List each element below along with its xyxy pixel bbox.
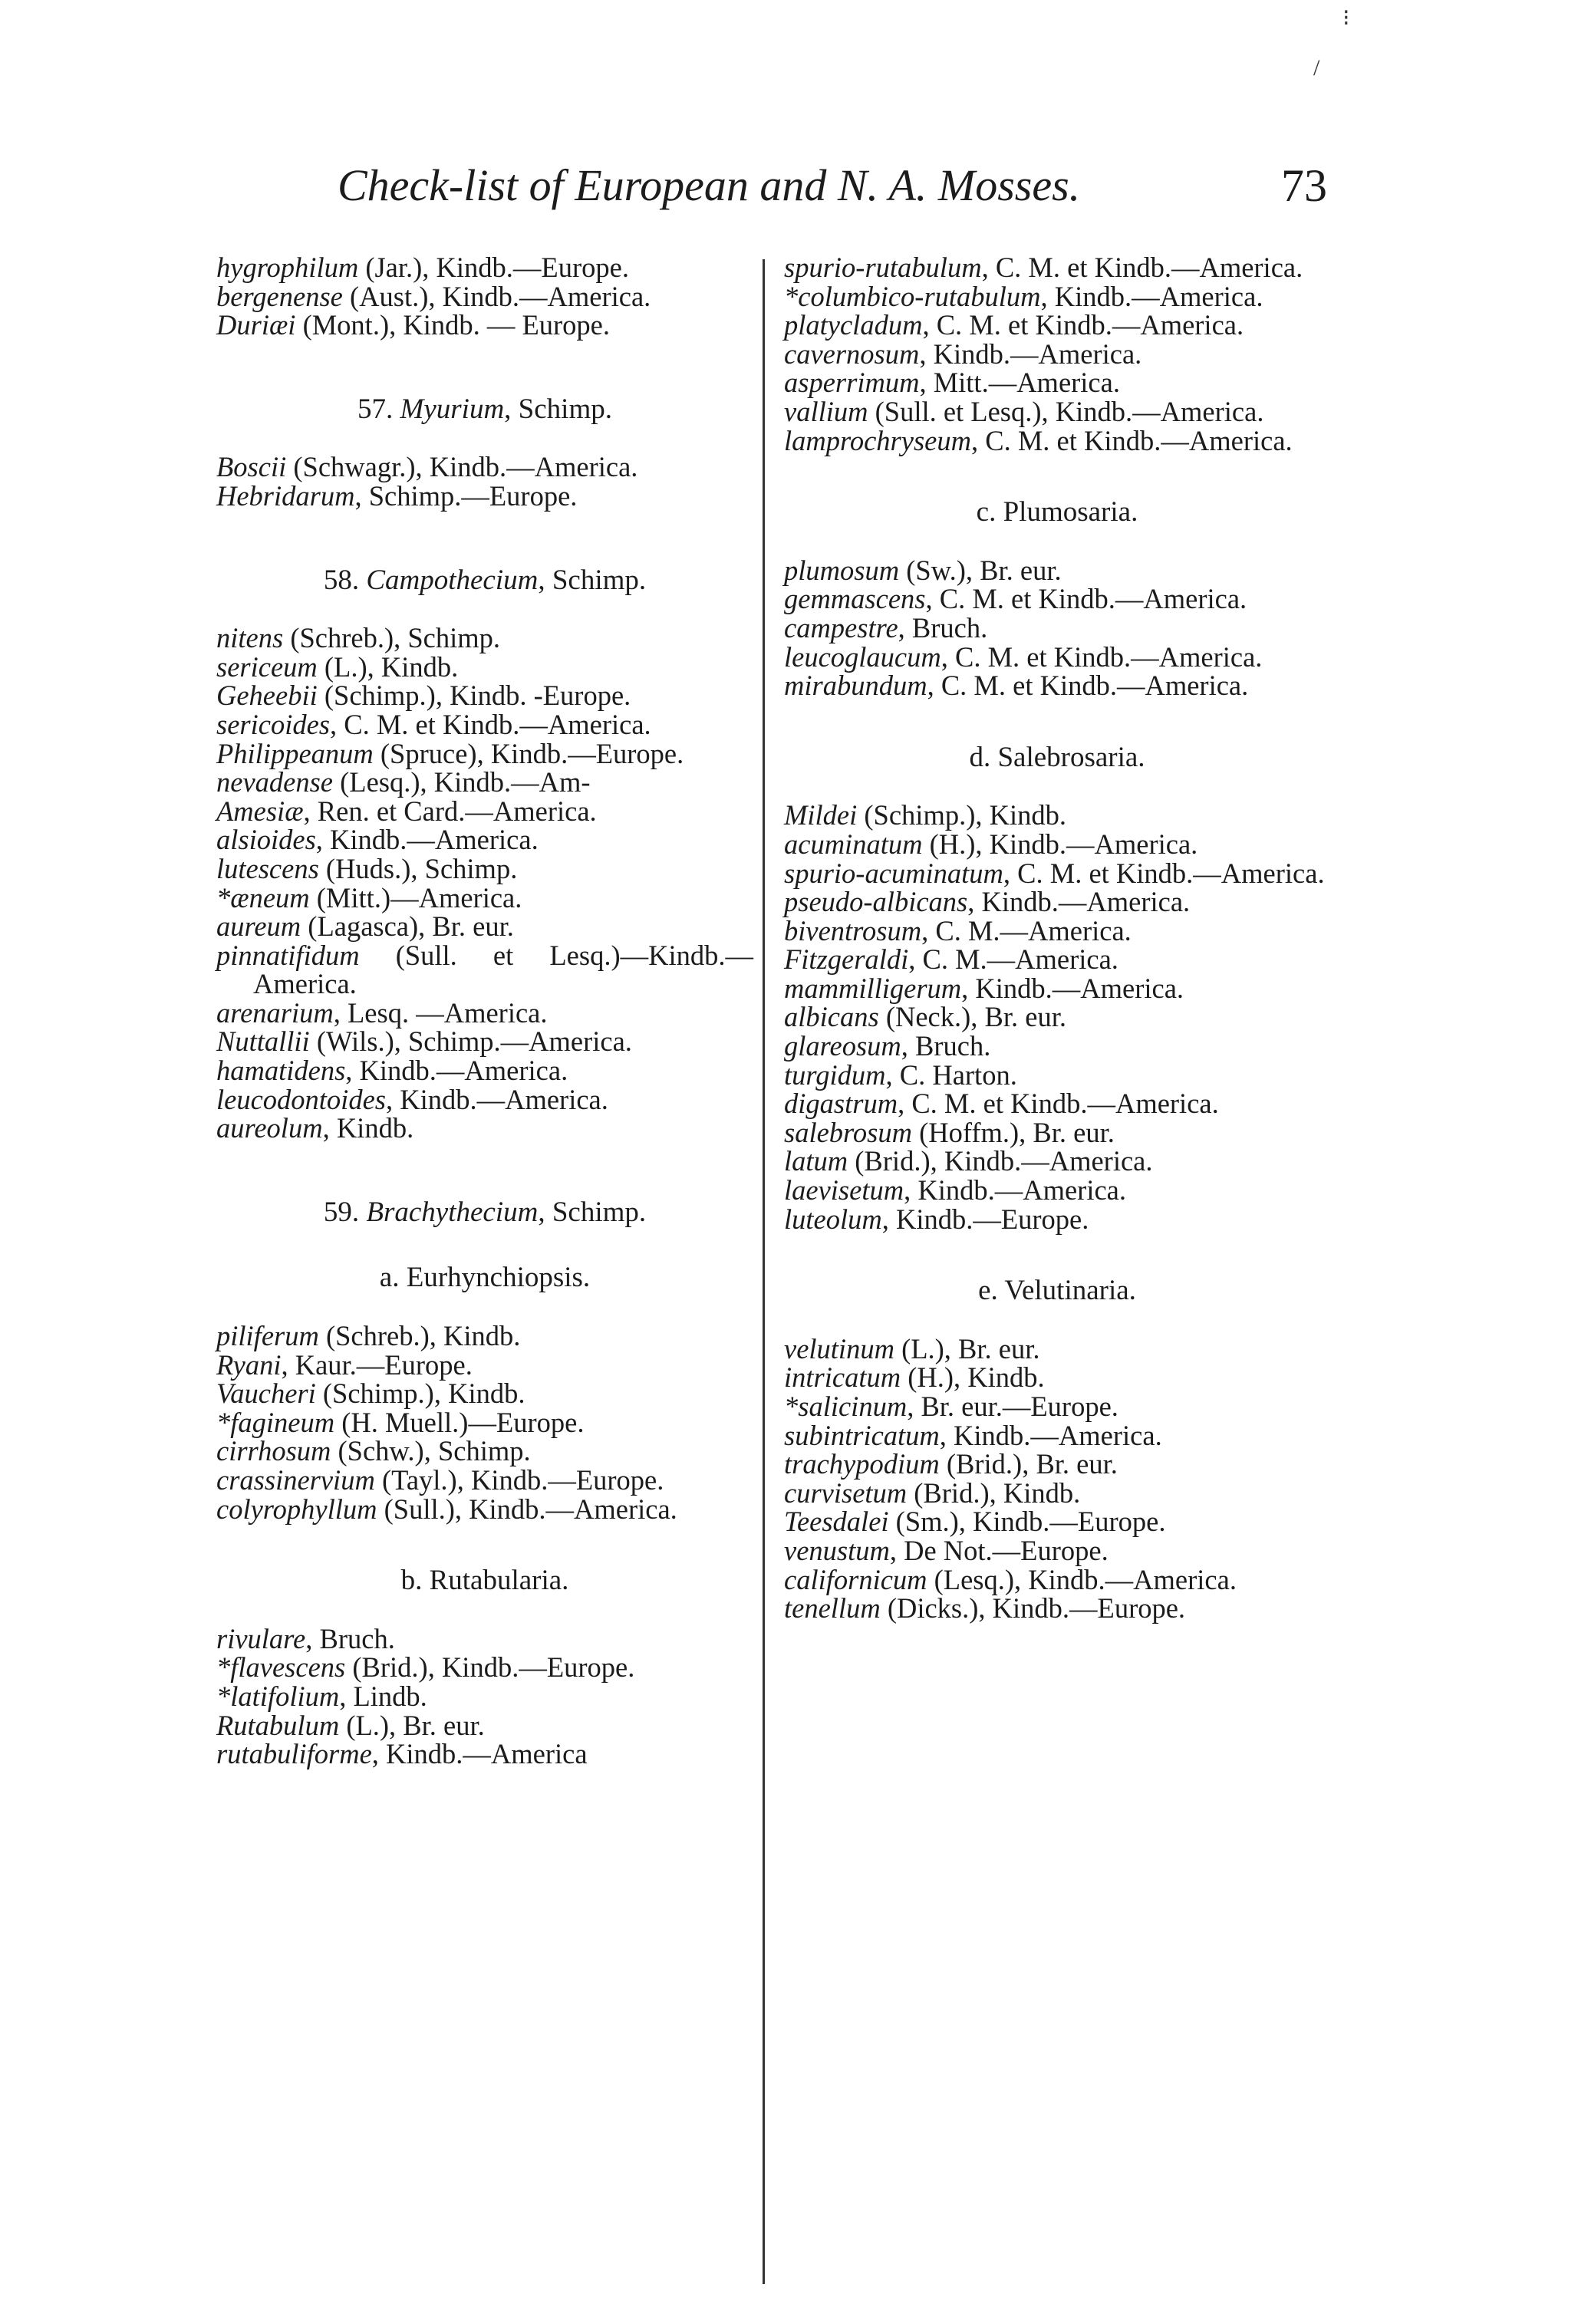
- species-entry: [216, 825, 753, 854]
- author-distribution: , C. M. et Kindb.—America.: [941, 640, 1263, 673]
- species-entry: [784, 1392, 1330, 1421]
- author-distribution: , C. M. et Kindb.—America.: [898, 1088, 1219, 1120]
- species-name: crassinervium: [216, 1464, 375, 1496]
- species-entry: [784, 1507, 1330, 1536]
- species-name: curvisetum: [784, 1476, 908, 1509]
- species-entry: [216, 479, 753, 512]
- species-entry: [216, 739, 753, 769]
- genus-name: Brachythecium: [366, 1196, 539, 1228]
- author-distribution: , De Not.—Europe.: [889, 1534, 1109, 1566]
- genus-heading: [216, 1198, 753, 1227]
- species-name: Teesdalei: [784, 1506, 889, 1538]
- species-entry: [784, 859, 1330, 888]
- author-distribution: , C. M. et Kindb.—America.: [981, 252, 1303, 283]
- species-name: aureum: [216, 910, 301, 943]
- species-entry: [784, 337, 1330, 370]
- margin-tick: /: [1313, 55, 1320, 81]
- species-name: bergenense: [216, 280, 343, 312]
- species-entry: [216, 282, 753, 311]
- species-entry: [784, 1565, 1330, 1595]
- heading-number: b.: [400, 1565, 430, 1597]
- species-entry: [216, 1379, 753, 1408]
- species-name: hygrophilum: [216, 252, 359, 283]
- species-name: Boscii: [216, 451, 287, 483]
- author-distribution: (H. Muell.)—Europe.: [334, 1406, 585, 1438]
- author-distribution: (Lesq.), Kindb.—America.: [927, 1563, 1237, 1595]
- heading-text: Rutabularia.: [429, 1565, 569, 1597]
- heading-text: , Schimp.: [538, 564, 647, 596]
- species-entry: [784, 914, 1330, 946]
- species-name: venustum: [784, 1534, 890, 1566]
- species-entry: [216, 1348, 753, 1381]
- species-name: platycladum: [784, 309, 923, 341]
- species-entry: [216, 1027, 753, 1056]
- species-name: mirabundum: [784, 670, 927, 702]
- heading-text: Salebrosaria.: [997, 741, 1145, 773]
- species-name: lamprochryseum: [784, 424, 971, 456]
- species-entry: [216, 1495, 753, 1524]
- species-name: trachypodium: [784, 1448, 940, 1480]
- species-name: Rutabulum: [216, 1709, 340, 1741]
- species-name: *fagineum: [216, 1406, 335, 1438]
- species-entry: [216, 1322, 753, 1351]
- species-entry: [216, 912, 753, 941]
- species-entry: [784, 945, 1330, 974]
- species-entry: [216, 768, 753, 797]
- species-entry: [784, 830, 1330, 859]
- author-distribution: , Kindb.—America.: [345, 1055, 568, 1087]
- author-distribution: (Aust.), Kindb.—America.: [342, 280, 651, 312]
- species-entry: [216, 624, 753, 653]
- species-name: turgidum: [784, 1058, 886, 1091]
- species-name: nitens: [216, 622, 284, 654]
- species-name: leucodontoides: [216, 1083, 386, 1115]
- heading-number: e.: [978, 1275, 1005, 1307]
- species-name: piliferum: [216, 1320, 319, 1352]
- species-entry: [216, 453, 753, 482]
- species-name: arenarium: [216, 996, 334, 1029]
- species-name: vallium: [784, 395, 868, 427]
- author-distribution: (Sull.), Kindb.—America.: [377, 1493, 677, 1525]
- author-distribution: , Mitt.—America.: [919, 367, 1120, 399]
- author-distribution: , Kindb.—America.: [904, 1174, 1126, 1206]
- species-entry: [216, 881, 753, 913]
- species-name: *salicinum: [784, 1391, 908, 1422]
- author-distribution: , C. M. et Kindb.—America.: [1003, 857, 1325, 889]
- species-entry: [216, 1740, 753, 1769]
- author-distribution: (H.), Kindb.—America.: [922, 828, 1198, 860]
- species-name: hamatidens: [216, 1055, 346, 1087]
- author-distribution: , Kaur.—Europe.: [281, 1348, 473, 1381]
- species-name: mammilligerum: [784, 972, 962, 1004]
- author-distribution: (Spruce), Kindb.—Europe.: [373, 737, 684, 769]
- species-name: Mildei: [784, 799, 858, 831]
- species-entry: [784, 1089, 1330, 1118]
- author-distribution: (Lesq.), Kindb.—Am-: [333, 766, 591, 798]
- species-entry: [784, 611, 1330, 644]
- species-entry: [784, 1332, 1330, 1364]
- species-entry: [784, 801, 1330, 830]
- species-entry: [216, 1682, 753, 1711]
- author-distribution: (Schimp.), Kindb.: [857, 799, 1066, 831]
- species-name: glareosum: [784, 1030, 901, 1062]
- page-title: Check-list of European and N. A. Mosses.: [338, 160, 1081, 210]
- species-name: gemmascens: [784, 583, 926, 615]
- species-entry: [784, 1450, 1330, 1479]
- author-distribution: (Tayl.), Kindb.—Europe.: [374, 1464, 664, 1496]
- author-distribution: , Kindb.—America.: [1040, 280, 1263, 312]
- species-name: plumosum: [784, 554, 900, 586]
- author-distribution: (Brid.), Kindb.—Europe.: [345, 1651, 635, 1684]
- species-entry: [216, 996, 753, 1029]
- heading-number: a.: [379, 1262, 407, 1294]
- author-distribution: , Kindb.—America.: [385, 1083, 608, 1115]
- species-entry: [784, 584, 1330, 614]
- section-heading: [216, 1566, 753, 1595]
- species-name: biventrosum: [784, 914, 922, 946]
- species-entry: [784, 1176, 1330, 1205]
- author-distribution: (Brid.), Kindb.: [907, 1476, 1081, 1509]
- species-entry: [216, 1653, 753, 1682]
- species-entry: [784, 640, 1330, 673]
- author-distribution: (Huds.), Schimp.: [318, 852, 518, 884]
- section-heading: [784, 498, 1330, 527]
- species-entry: [216, 1437, 753, 1466]
- species-entry: [216, 1624, 753, 1654]
- genus-heading: [216, 395, 753, 424]
- species-entry: [784, 1421, 1330, 1450]
- genus-name: Campothecium: [366, 564, 539, 596]
- running-header: [338, 160, 1327, 213]
- species-name: spurio-rutabulum: [784, 252, 982, 283]
- species-name: colyrophyllum: [216, 1493, 377, 1525]
- species-name: pinnatifidum: [216, 939, 360, 971]
- author-distribution: (Brid.), Kindb.—America.: [848, 1145, 1153, 1177]
- species-name: *columbico-rutabulum: [784, 280, 1041, 312]
- author-distribution: , Ren. et Card.—America.: [303, 795, 597, 827]
- author-distribution: (Sm.), Kindb.—Europe.: [888, 1506, 1166, 1538]
- author-distribution: (H.), Kindb.: [901, 1361, 1045, 1394]
- species-name: rivulare: [216, 1622, 306, 1654]
- author-distribution: (Jar.), Kindb.—Europe.: [358, 252, 629, 283]
- species-entry: [784, 397, 1330, 426]
- species-entry: [784, 1363, 1330, 1392]
- species-name: alsioides: [216, 824, 316, 856]
- species-name: Duriæi: [216, 309, 296, 341]
- species-entry: [216, 1408, 753, 1437]
- author-distribution: (Neck.), Br. eur.: [878, 1001, 1066, 1033]
- species-name: albicans: [784, 1001, 879, 1033]
- species-name: digastrum: [784, 1088, 898, 1120]
- species-name: cirrhosum: [216, 1435, 331, 1467]
- author-distribution: (Schreb.), Schimp.: [283, 622, 501, 654]
- species-entry: [216, 311, 753, 340]
- species-name: latum: [784, 1145, 848, 1177]
- author-distribution: , Kindb.—Europe.: [881, 1203, 1089, 1235]
- species-name: velutinum: [784, 1332, 894, 1364]
- author-distribution: , Bruch.: [898, 611, 988, 644]
- heading-number: 58.: [323, 564, 367, 596]
- heading-number: 59.: [323, 1196, 367, 1228]
- species-name: Hebridarum: [216, 479, 355, 512]
- section-heading: [784, 743, 1330, 772]
- species-name: *æneum: [216, 881, 310, 913]
- species-entry: [784, 253, 1330, 282]
- species-entry: [784, 556, 1330, 585]
- author-distribution: (Schwagr.), Kindb.—America.: [286, 451, 638, 483]
- species-entry: [784, 1476, 1330, 1509]
- species-name: Fitzgeraldi: [784, 943, 909, 976]
- species-entry: [784, 426, 1330, 456]
- author-distribution: , C. M.—America.: [921, 914, 1132, 946]
- species-entry: [216, 253, 753, 282]
- species-name: *latifolium: [216, 1680, 340, 1712]
- species-entry: [784, 1118, 1330, 1147]
- species-name: sericeum: [216, 650, 318, 683]
- author-distribution: , Lesq. —America.: [333, 996, 548, 1029]
- species-name: salebrosum: [784, 1116, 912, 1148]
- species-name: Geheebii: [216, 680, 318, 712]
- species-entry: [784, 1147, 1330, 1176]
- author-distribution: (L.), Br. eur.: [894, 1332, 1040, 1364]
- author-distribution: , C. M. et Kindb.—America.: [330, 708, 651, 740]
- heading-number: 57.: [357, 393, 400, 425]
- section-heading: [784, 1276, 1330, 1305]
- author-distribution: (Schimp.), Kindb. -Europe.: [317, 680, 631, 712]
- author-distribution: (Lagasca), Br. eur.: [301, 910, 514, 943]
- author-distribution: (Dicks.), Kindb.—Europe.: [880, 1592, 1186, 1624]
- species-name: spurio-acuminatum: [784, 857, 1003, 889]
- species-entry: [216, 854, 753, 884]
- species-entry: [784, 1032, 1330, 1061]
- species-name: campestre: [784, 611, 898, 644]
- genus-name: Myurium: [400, 393, 505, 425]
- species-name: Philippeanum: [216, 737, 374, 769]
- author-distribution: (Schw.), Schimp.: [331, 1435, 531, 1467]
- left-column: [216, 253, 753, 1769]
- heading-text: , Schimp.: [538, 1196, 647, 1228]
- species-name: subintricatum: [784, 1419, 940, 1451]
- heading-text: , Schimp.: [504, 393, 612, 425]
- species-entry: [784, 282, 1330, 311]
- column-divider: [763, 259, 765, 2284]
- section-heading: [216, 1263, 753, 1292]
- species-entry: [216, 941, 753, 999]
- author-distribution: (Schreb.), Kindb.: [318, 1320, 521, 1352]
- author-distribution: (Sw.), Br. eur.: [899, 554, 1062, 586]
- species-entry: [784, 887, 1330, 917]
- author-distribution: , Kindb.—America.: [939, 1419, 1162, 1451]
- species-name: asperrimum: [784, 367, 920, 399]
- page-number: 73: [1281, 160, 1327, 211]
- author-distribution: (Sull. et Lesq.), Kindb.—America.: [868, 395, 1264, 427]
- species-entry: [216, 681, 753, 710]
- species-name: acuminatum: [784, 828, 923, 860]
- species-entry: [784, 311, 1330, 340]
- heading-number: c.: [976, 496, 1003, 528]
- author-distribution: , Kindb.—America.: [967, 886, 1191, 918]
- species-entry: [784, 1205, 1330, 1234]
- author-distribution: , Kindb.—America: [371, 1738, 588, 1770]
- author-distribution: , Bruch.: [305, 1622, 395, 1654]
- genus-heading: [216, 566, 753, 595]
- author-distribution: (Mitt.)—America.: [309, 881, 522, 913]
- author-distribution: , Kindb.—America.: [961, 972, 1184, 1004]
- species-name: sericoides: [216, 708, 330, 740]
- author-distribution: , Lindb.: [339, 1680, 427, 1712]
- species-entry: [784, 1594, 1330, 1623]
- heading-number: d.: [969, 741, 998, 773]
- author-distribution: , C. M. et Kindb.—America.: [922, 309, 1244, 341]
- author-distribution: (Schimp.), Kindb.: [315, 1378, 525, 1410]
- right-column: [784, 253, 1330, 1623]
- species-entry: [784, 1058, 1330, 1091]
- heading-text: Plumosaria.: [1003, 496, 1138, 528]
- species-name: rutabuliforme: [216, 1738, 372, 1770]
- species-name: leucoglaucum: [784, 640, 941, 673]
- species-entry: [216, 1114, 753, 1143]
- species-entry: [784, 368, 1330, 397]
- species-entry: [216, 710, 753, 739]
- author-distribution: (Hoffm.), Br. eur.: [911, 1116, 1115, 1148]
- species-name: Amesiæ: [216, 795, 304, 827]
- species-entry: [216, 1711, 753, 1740]
- heading-text: Velutinaria.: [1004, 1275, 1136, 1307]
- species-name: *flavescens: [216, 1651, 346, 1684]
- species-name: luteolum: [784, 1203, 882, 1235]
- species-entry: [784, 1536, 1330, 1565]
- species-name: tenellum: [784, 1592, 881, 1624]
- author-distribution: , C. M. et Kindb.—America.: [970, 424, 1293, 456]
- species-name: Nuttallii: [216, 1025, 310, 1058]
- author-distribution: , C. M. et Kindb.—America.: [925, 583, 1247, 615]
- species-entry: [784, 671, 1330, 700]
- author-distribution: , C. M.—America.: [908, 943, 1118, 976]
- species-entry: [216, 1466, 753, 1495]
- heading-text: Eurhynchiopsis.: [406, 1262, 591, 1294]
- author-distribution: (Brid.), Br. eur.: [939, 1448, 1118, 1480]
- species-name: lutescens: [216, 852, 319, 884]
- author-distribution: , Kindb.—America.: [919, 337, 1142, 370]
- author-distribution: , Bruch.: [901, 1030, 991, 1062]
- species-entry: [784, 1002, 1330, 1032]
- author-distribution: , Schimp.—Europe.: [354, 479, 578, 512]
- species-entry: [216, 797, 753, 826]
- species-name: aureolum: [216, 1112, 323, 1144]
- author-distribution: , Kindb.—America.: [315, 824, 539, 856]
- species-name: intricatum: [784, 1361, 901, 1394]
- author-distribution: (Sull. et Lesq.)—Kindb.—America.: [253, 939, 753, 1000]
- species-entry: [216, 1085, 753, 1114]
- margin-dots: ⁝: [1342, 5, 1350, 31]
- species-entry: [216, 1056, 753, 1085]
- author-distribution: , C. M. et Kindb.—America.: [927, 670, 1249, 702]
- species-entry: [216, 650, 753, 683]
- species-name: californicum: [784, 1563, 927, 1595]
- author-distribution: (L.), Kindb.: [317, 650, 459, 683]
- species-name: pseudo-albicans: [784, 886, 968, 918]
- species-name: Ryani: [216, 1348, 282, 1381]
- species-name: cavernosum: [784, 337, 920, 370]
- author-distribution: (Wils.), Schimp.—America.: [309, 1025, 632, 1058]
- author-distribution: , Kindb.: [322, 1112, 414, 1144]
- species-name: laevisetum: [784, 1174, 904, 1206]
- author-distribution: , C. Harton.: [885, 1058, 1017, 1091]
- author-distribution: (Mont.), Kindb. — Europe.: [295, 309, 611, 341]
- species-name: nevadense: [216, 766, 334, 798]
- author-distribution: (L.), Br. eur.: [339, 1709, 485, 1741]
- author-distribution: , Br. eur.—Europe.: [907, 1391, 1118, 1422]
- species-name: Vaucheri: [216, 1378, 316, 1410]
- species-entry: [784, 974, 1330, 1003]
